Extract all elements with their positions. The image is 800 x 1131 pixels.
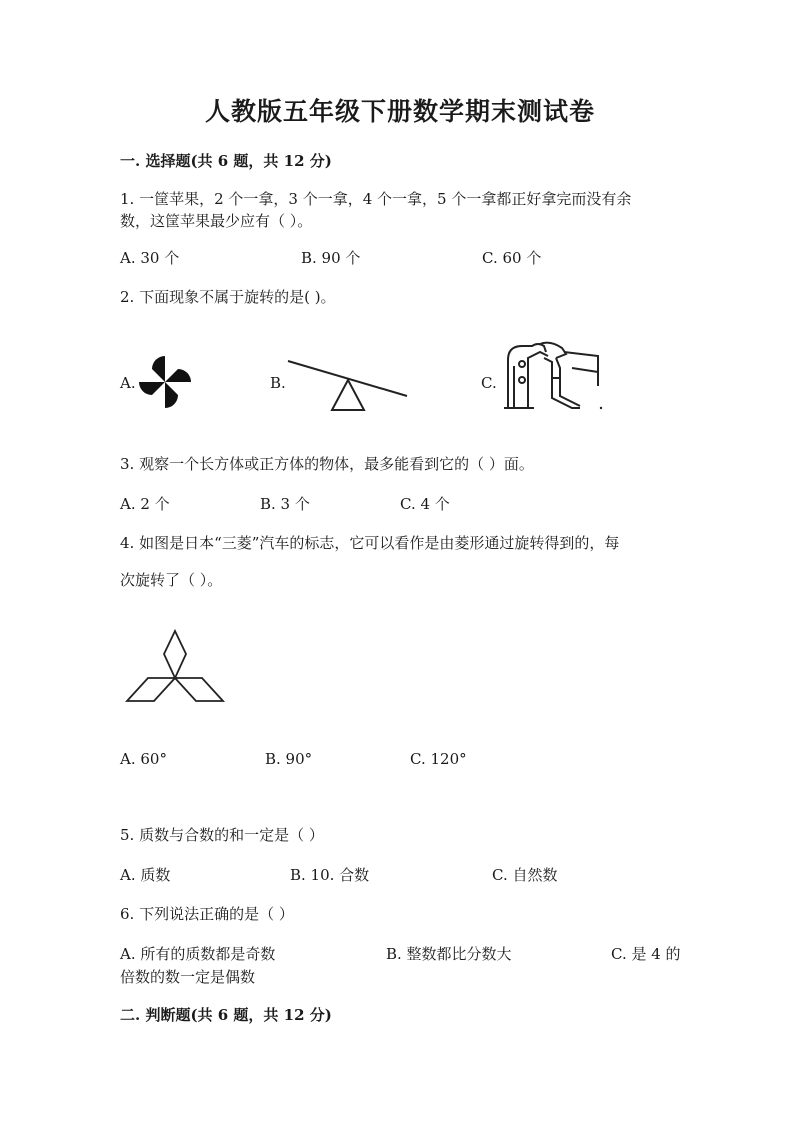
question-6-option-a: A. 所有的质数都是奇数 bbox=[120, 945, 276, 963]
question-1-line-1: 1. 一筐苹果，2 个一拿，3 个一拿，4 个一拿，5 个一拿都正好拿完而没有余 bbox=[120, 190, 632, 208]
question-2-option-a: A. bbox=[120, 374, 136, 392]
question-3-option-b: B. 3 个 bbox=[260, 495, 310, 513]
question-4-option-a: A. 60° bbox=[120, 750, 167, 768]
question-5-line-1: 5. 质数与合数的和一定是（ ） bbox=[120, 826, 324, 844]
question-2-option-b: B. bbox=[270, 374, 286, 392]
question-3-option-c: C. 4 个 bbox=[400, 495, 450, 513]
question-2-option-c: C. bbox=[481, 374, 497, 392]
question-4-option-c: C. 120° bbox=[410, 750, 467, 768]
question-5-option-a: A. 质数 bbox=[120, 866, 171, 884]
seesaw-figure bbox=[286, 358, 410, 414]
question-1-option-b: B. 90 个 bbox=[301, 249, 361, 267]
question-4-line-1: 4. 如图是日本“三菱”汽车的标志，它可以看作是由菱形通过旋转得到的，每 bbox=[120, 534, 620, 552]
question-1-line-2: 数，这筐苹果最少应有（ ）。 bbox=[120, 212, 313, 230]
slide-figure bbox=[500, 338, 604, 412]
question-3-line-1: 3. 观察一个长方体或正方体的物体，最多能看到它的（ ）面。 bbox=[120, 455, 534, 473]
question-2-line-1: 2. 下面现象不属于旋转的是( )。 bbox=[120, 288, 336, 306]
page-title: 人教版五年级下册数学期末测试卷 bbox=[204, 97, 595, 126]
question-4-option-b: B. 90° bbox=[265, 750, 313, 768]
mitsubishi-logo-figure bbox=[120, 626, 230, 708]
question-5-option-b: B. 10. 合数 bbox=[290, 866, 370, 884]
section-heading-choice: 一. 选择题(共 6 题，共 12 分) bbox=[120, 152, 332, 170]
question-1-option-a: A. 30 个 bbox=[120, 249, 180, 267]
question-6-option-c-continuation: 倍数的数一定是偶数 bbox=[120, 968, 256, 986]
question-4-line-2: 次旋转了（ ）。 bbox=[120, 571, 223, 589]
question-5-option-c: C. 自然数 bbox=[492, 866, 558, 884]
question-6-line-1: 6. 下列说法正确的是（ ） bbox=[120, 905, 294, 923]
pinwheel-figure bbox=[134, 353, 196, 411]
question-3-option-a: A. 2 个 bbox=[120, 495, 170, 513]
question-6-option-b: B. 整数都比分数大 bbox=[386, 945, 512, 963]
section-heading-true-false: 二. 判断题(共 6 题，共 12 分) bbox=[120, 1006, 332, 1024]
question-6-option-c: C. 是 4 的 bbox=[611, 945, 681, 963]
question-1-option-c: C. 60 个 bbox=[482, 249, 542, 267]
